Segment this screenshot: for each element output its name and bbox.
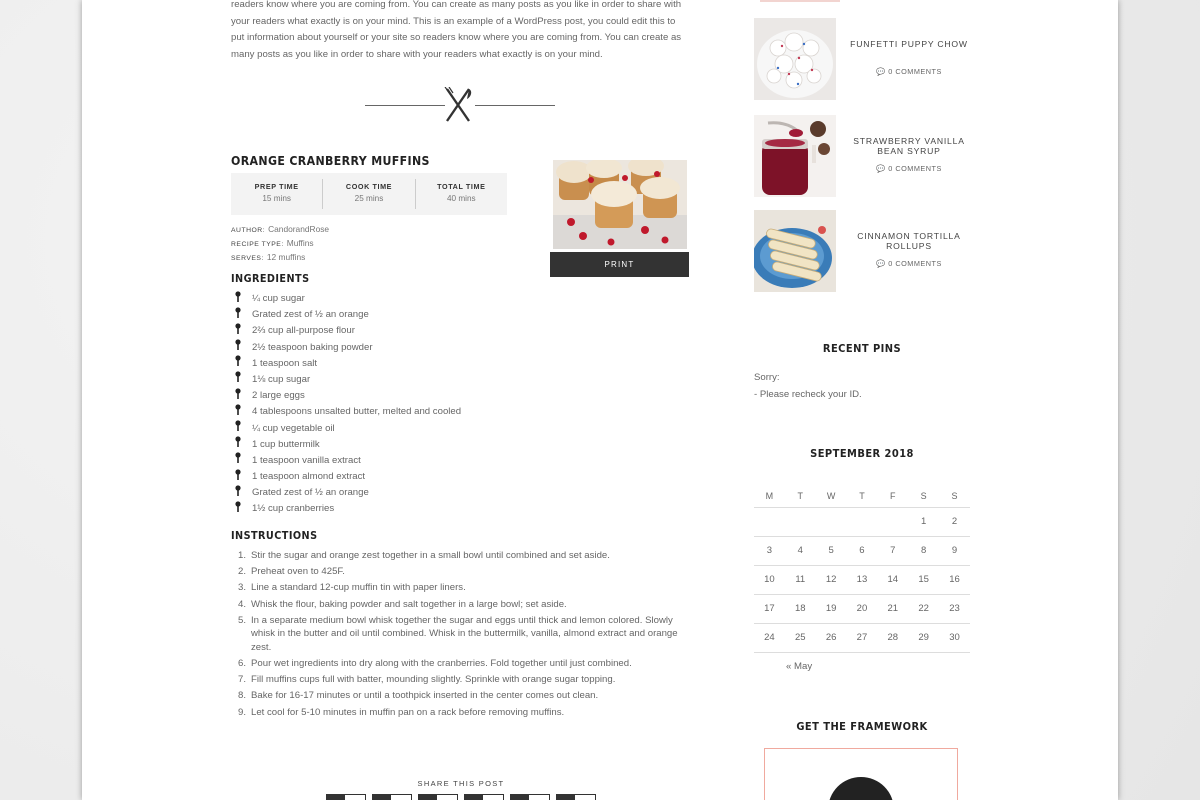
cook-time: COOK TIME 25 mins: [323, 179, 415, 209]
calendar-week: 17 18 19 20 21 22 23: [754, 594, 970, 623]
recipe-author: AUTHOR: CandorandRose: [231, 224, 330, 234]
instructions-title: INSTRUCTIONS: [231, 529, 318, 542]
ingredients-list: [235, 291, 461, 518]
prep-time: PREP TIME 15 mins: [231, 179, 323, 209]
ingredient-item: 1 teaspoon vanilla extract: [235, 453, 461, 469]
calendar-table: M T W T F S S 1 2 3 4 5 6 7 8 9 10 11 12 13 14 15 16 17 18 19 20 21 22 23 24 25 26 27 28 29 30: [754, 485, 970, 653]
pin-icon: [235, 371, 247, 388]
pin-icon: [235, 452, 247, 469]
ingredient-item: 2 large eggs: [235, 388, 461, 404]
pin-icon: [235, 355, 247, 372]
pin-icon: [235, 469, 247, 486]
post-comments[interactable]: 💬 0 COMMENTS: [876, 259, 942, 268]
share-button-4[interactable]: [464, 794, 504, 800]
tortilla-rollups-thumb[interactable]: [754, 210, 836, 292]
sidebar-post-funfetti[interactable]: [754, 18, 970, 100]
post-title[interactable]: STRAWBERRY VANILLA BEAN SYRUP: [853, 136, 965, 156]
recent-pins-title: RECENT PINS: [822, 342, 902, 355]
share-section: [231, 779, 691, 800]
instruction-step: 7. Fill muffins cups full with batter, mounding slightly. Sprinkle with orange sugar topping.: [237, 674, 616, 686]
ingredient-item: ¼ cup vegetable oil: [235, 421, 461, 437]
sidebar-post-cinnamon[interactable]: [754, 210, 970, 292]
recipe-times: [231, 173, 507, 215]
instruction-step: 1. Stir the sugar and orange zest together in a small bowl until combined and set aside.: [237, 550, 610, 561]
syrup-thumb[interactable]: [754, 115, 836, 197]
share-button-5[interactable]: [510, 794, 550, 800]
ingredient-item: 2½ teaspoon baking powder: [235, 340, 461, 356]
pin-icon: [235, 501, 247, 518]
share-button-2[interactable]: [372, 794, 412, 800]
pin-icon: [235, 436, 247, 453]
calendar-week: 10 11 12 13 14 15 16: [754, 565, 970, 594]
muffin-photo: [553, 160, 687, 249]
post-content: [231, 0, 691, 743]
comment-icon: 💬: [876, 67, 889, 76]
ingredient-item: 1 cup buttermilk: [235, 437, 461, 453]
instruction-step: 2. Preheat oven to 425F.: [237, 566, 345, 578]
get-framework-title: GET THE FRAMEWORK: [796, 720, 928, 733]
recipe-type: RECIPE TYPE: Muffins: [231, 238, 314, 248]
pin-icon: [235, 420, 247, 437]
pin-icon: [235, 323, 247, 340]
recipe-card: [231, 153, 691, 743]
share-title: SHARE THIS POST: [417, 779, 505, 788]
pin-icon: [235, 291, 247, 308]
framework-logo: [828, 777, 894, 800]
pin-icon: [235, 339, 247, 356]
post-title[interactable]: FUNFETTI PUPPY CHOW: [850, 39, 968, 49]
ingredient-item: ¼ cup sugar: [235, 291, 461, 307]
total-time: TOTAL TIME 40 mins: [437, 182, 486, 203]
instruction-step: 8. Bake for 16-17 minutes or until a toothpick inserted in the center comes out clean.: [237, 690, 599, 702]
calendar-prev-link[interactable]: « May: [786, 661, 813, 672]
share-button-3[interactable]: [418, 794, 458, 800]
recipe-title: ORANGE CRANBERRY MUFFINS: [231, 153, 430, 168]
calendar-week: 24 25 26 27 28 29 30: [754, 623, 970, 652]
ingredient-item: Grated zest of ½ an orange: [235, 485, 461, 501]
calendar-title: SEPTEMBER 2018: [810, 447, 914, 460]
calendar-week: 1 2: [754, 507, 970, 536]
instruction-step: 4. Whisk the flour, baking powder and salt together in a large bowl; set aside.: [237, 598, 567, 610]
share-buttons: [231, 794, 691, 800]
framework-banner[interactable]: [764, 748, 958, 800]
pin-icon: [235, 485, 247, 502]
page: [82, 0, 1118, 800]
recent-pins-message: Sorry: - Please recheck your ID.: [754, 372, 862, 400]
comment-icon: 💬: [876, 259, 889, 268]
fork-knife-icon: [443, 87, 473, 123]
ingredient-item: Grated zest of ½ an orange: [235, 307, 461, 323]
print-button[interactable]: PRINT: [550, 252, 689, 277]
instruction-step: 3. Line a standard 12-cup muffin tin with paper liners.: [237, 582, 466, 594]
share-button-6[interactable]: [556, 794, 596, 800]
ingredient-item: 1 teaspoon almond extract: [235, 469, 461, 485]
sidebar-post-strawberry[interactable]: [754, 115, 970, 197]
comment-icon: 💬: [876, 164, 889, 173]
calendar-week: 3 4 5 6 7 8 9: [754, 536, 970, 565]
instruction-step: 5. In a separate medium bowl whisk together the sugar and eggs until thick and lemon colored. Slowly whisk in the butter and oil until combined. Whisk in the buttermilk, vanilla, almond extract and orange zest.: [237, 614, 678, 653]
ingredient-item: 4 tablespoons unsalted butter, melted and cooled: [235, 404, 461, 420]
ingredient-item: 1½ cup cranberries: [235, 501, 461, 517]
ingredient-item: 1 teaspoon salt: [235, 356, 461, 372]
ingredient-item: 1⅛ cup sugar: [235, 372, 461, 388]
post-comments[interactable]: 💬 0 COMMENTS: [876, 164, 942, 173]
fork-knife-divider: [231, 75, 691, 135]
recipe-meta: [231, 223, 329, 265]
post-comments[interactable]: 💬 0 COMMENTS: [876, 67, 942, 76]
ingredient-item: 2⅔ cup all-purpose flour: [235, 323, 461, 339]
ingredients-title: INGREDIENTS: [231, 272, 310, 285]
recipe-serves: SERVES: 12 muffins: [231, 252, 306, 262]
previous-post-thumb[interactable]: [760, 0, 840, 2]
instruction-step: 9. Let cool for 5-10 minutes in muffin pan on a rack before removing muffins.: [237, 706, 565, 718]
post-intro-text: readers know where you are coming from. You can create as many posts as you like in order to share with your readers what exactly is on your mind. This is an example of a WordPress post, you could edit this to put information about yourself or your site so readers know where you are coming from. You can create as many posts as you like in order to share with your readers what exactly is on your mind.: [231, 0, 682, 60]
pin-icon: [235, 404, 247, 421]
instructions-list: [231, 549, 691, 722]
instruction-step: 6. Pour wet ingredients into dry along with the cranberries. Fold together until just combined.: [237, 657, 632, 669]
pin-icon: [235, 388, 247, 405]
share-button-1[interactable]: [326, 794, 366, 800]
pin-icon: [235, 307, 247, 324]
puppy-chow-thumb[interactable]: [754, 18, 836, 100]
post-title[interactable]: CINNAMON TORTILLA ROLLUPS: [857, 231, 961, 251]
